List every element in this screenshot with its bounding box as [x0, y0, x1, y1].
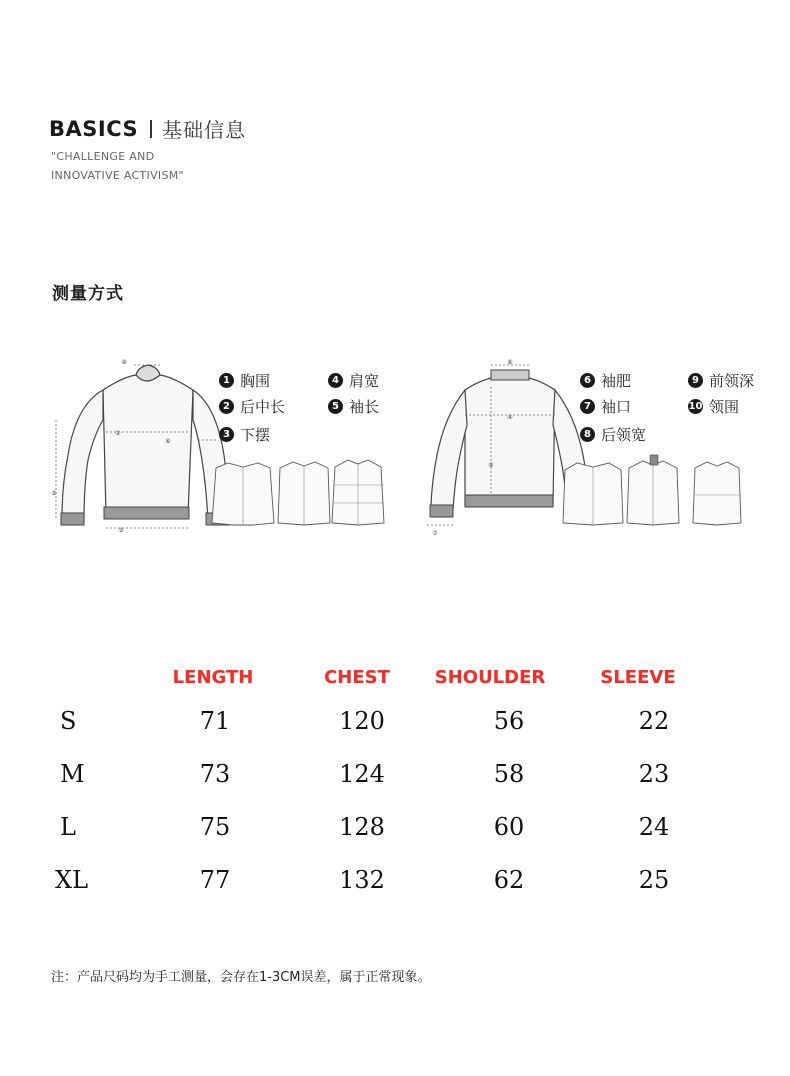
column-header-length: LENGTH [172, 667, 254, 688]
legend-label: 下摆 [240, 426, 271, 444]
legend-item-9 [688, 370, 754, 391]
sleeve-value: 23 [638, 760, 670, 788]
section-title: 测量方式 [52, 284, 124, 304]
legend-label: 后领宽 [601, 426, 647, 444]
chest-value: 124 [339, 760, 385, 788]
sleeve-value: 22 [638, 707, 670, 735]
legend-number: 5 [328, 399, 343, 414]
legend-number: 6 [580, 373, 595, 388]
legend-number: 8 [580, 427, 595, 442]
legend-label: 前领深 [709, 372, 755, 390]
sleeve-value: 25 [638, 866, 670, 894]
legend-item-2 [219, 396, 285, 417]
legend-item-5 [328, 396, 379, 417]
svg-text:①: ① [115, 430, 121, 437]
legend-label: 袖长 [349, 398, 380, 416]
legend-number: 10 [688, 401, 703, 412]
column-header-shoulder: SHOULDER [434, 667, 546, 688]
brand-subtitle: 基础信息 [162, 118, 247, 142]
brand-header [49, 114, 246, 143]
legend-number: 1 [219, 373, 234, 388]
size-label: M [60, 760, 85, 788]
slogan-line-1: "CHALLENGE AND [51, 150, 155, 163]
svg-text:⑧: ⑧ [507, 359, 513, 366]
legend-number: 3 [219, 427, 234, 442]
size-label: S [60, 707, 77, 735]
legend-number: 4 [328, 373, 343, 388]
legend-item-6 [580, 370, 631, 391]
legend-label: 后中长 [240, 398, 286, 416]
legend-label: 袖肥 [601, 372, 632, 390]
svg-text:③: ③ [118, 527, 124, 534]
column-header-sleeve: SLEEVE [600, 667, 676, 688]
sleeve-value: 24 [638, 813, 670, 841]
legend-label: 领围 [709, 398, 740, 416]
svg-text:②: ② [488, 462, 494, 469]
length-value: 77 [199, 866, 231, 894]
legend-item-7 [580, 396, 631, 417]
shoulder-value: 58 [493, 760, 525, 788]
legend-label: 胸围 [240, 372, 271, 390]
shoulder-value: 60 [493, 813, 525, 841]
legend-number: 7 [580, 399, 595, 414]
svg-text:⑩: ⑩ [121, 359, 127, 366]
brand-divider [150, 120, 152, 138]
brand-name: BASICS [49, 116, 139, 141]
legend-number: 9 [688, 373, 703, 388]
shoulder-value: 56 [493, 707, 525, 735]
chest-value: 132 [339, 866, 385, 894]
length-value: 73 [199, 760, 231, 788]
shoulder-value: 62 [493, 866, 525, 894]
svg-text:⑥: ⑥ [165, 438, 171, 445]
legend-item-3 [219, 424, 270, 445]
chest-value: 120 [339, 707, 385, 735]
svg-text:⑤: ⑤ [51, 490, 57, 497]
legend-label: 肩宽 [349, 372, 380, 390]
length-value: 71 [199, 707, 231, 735]
size-label: XL [55, 866, 89, 894]
svg-text:⑦: ⑦ [432, 530, 438, 537]
legend-item-1 [219, 370, 270, 391]
legend-label: 袖口 [601, 398, 632, 416]
column-header-chest: CHEST [324, 667, 390, 688]
chest-value: 128 [339, 813, 385, 841]
legend-number: 2 [219, 399, 234, 414]
measurement-note: 注：产品尺码均为手工测量，会存在1-3CM误差，属于正常现象。 [51, 970, 431, 985]
legend-item-8 [580, 424, 646, 445]
length-value: 75 [199, 813, 231, 841]
legend-item-4 [328, 370, 379, 391]
legend-item-10 [688, 396, 739, 417]
slogan-line-2: INNOVATIVE ACTIVISM" [51, 169, 184, 182]
svg-text:④: ④ [507, 414, 513, 421]
size-label: L [60, 813, 76, 841]
